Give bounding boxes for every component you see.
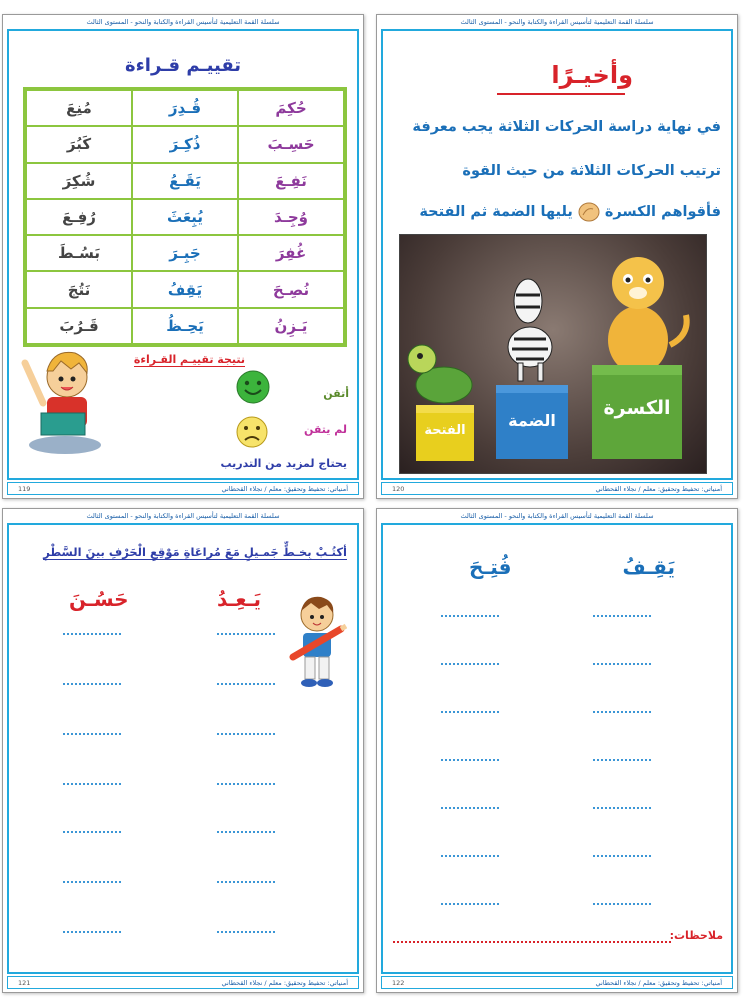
turtle-icon — [408, 345, 472, 403]
table-cell: قَـرُبَ — [26, 308, 132, 344]
notes-label: ملاحظات: — [669, 929, 723, 942]
writing-line[interactable] — [441, 903, 499, 905]
writing-line[interactable] — [217, 783, 275, 785]
writing-line[interactable] — [593, 711, 651, 713]
writing-line[interactable] — [593, 903, 651, 905]
writing-line[interactable] — [217, 881, 275, 883]
table-cell: يَـزِنُ — [238, 308, 344, 344]
writing-line[interactable] — [593, 855, 651, 857]
writing-line[interactable] — [441, 663, 499, 665]
text-line-2: ترتيب الحركات الثلاثة من حيث القوة — [462, 163, 721, 179]
page-119 — [2, 14, 364, 499]
table-cell: يَقَـعُ — [132, 163, 238, 199]
child-pencil-icon — [289, 591, 347, 691]
series-header: سلسلة القمة التعليمية لتأسيس القراءة والكتابة والنحو - المستوى الثالث — [86, 512, 280, 520]
writing-line[interactable] — [593, 615, 651, 617]
vowels-strength-illustration — [399, 234, 707, 474]
writing-line[interactable] — [441, 615, 499, 617]
page-title: وأخيـرًا — [551, 61, 633, 89]
table-cell: حَسِـبَ — [238, 126, 344, 162]
table-cell: جَبِـرَ — [132, 235, 238, 271]
writing-line[interactable] — [441, 807, 499, 809]
writing-line[interactable] — [217, 733, 275, 735]
writing-line[interactable] — [593, 759, 651, 761]
text-line-1: في نهاية دراسة الحركات الثلاثة يجب معرفة — [412, 119, 721, 135]
page-footer — [7, 976, 359, 989]
writing-line[interactable] — [441, 855, 499, 857]
practice-word-left: فُتِـحَ — [469, 555, 512, 579]
writing-line[interactable] — [217, 931, 275, 933]
writing-line[interactable] — [63, 931, 121, 933]
result-title: نتيجة تقييـم القـراءة — [133, 353, 245, 366]
writing-line[interactable] — [593, 663, 651, 665]
table-cell: غُفِرَ — [238, 235, 344, 271]
writing-line[interactable] — [63, 633, 121, 635]
page-footer — [381, 976, 733, 989]
writing-line[interactable] — [63, 733, 121, 735]
table-cell: نَتُجَ — [26, 271, 132, 307]
mastered-label: أتقن — [323, 387, 349, 400]
page-number: 120 — [392, 484, 405, 493]
writing-line[interactable] — [63, 881, 121, 883]
needs-practice-label: يحتاج لمزيد من التدريب — [220, 457, 347, 470]
table-cell: نُصِـحَ — [238, 271, 344, 307]
footer-credit: أمنياتي: تحفيظ وتحقيق: معلم / نجلاء القحطاني — [221, 978, 348, 987]
table-cell: يُبِعَثَ — [132, 199, 238, 235]
writing-line[interactable] — [593, 807, 651, 809]
series-header: سلسلة القمة التعليمية لتأسيس القراءة والكتابة والنحو - المستوى الثالث — [460, 512, 654, 520]
reading-table — [23, 87, 347, 347]
page-121 — [2, 508, 364, 993]
sad-face-icon — [235, 415, 269, 449]
table-cell: بَسُـطَ — [26, 235, 132, 271]
writing-line[interactable] — [217, 683, 275, 685]
tiger-icon — [608, 257, 687, 374]
notes-line — [393, 941, 671, 943]
practice-word-right: يَقِـفُ — [622, 555, 675, 579]
footer-credit: أمنياتي: تحفيظ وتحقيق: معلم / نجلاء القحطاني — [595, 484, 722, 493]
page-number: 119 — [18, 484, 31, 493]
page-frame — [381, 29, 733, 480]
page-footer — [381, 482, 733, 495]
writing-line[interactable] — [63, 831, 121, 833]
page-footer — [7, 482, 359, 495]
page-title: تقييـم قـراءة — [124, 55, 242, 76]
writing-line[interactable] — [217, 831, 275, 833]
kasra-label: الكسرة — [603, 397, 671, 419]
table-cell: شُكِرَ — [26, 163, 132, 199]
table-cell: نَفِـعَ — [238, 163, 344, 199]
writing-line[interactable] — [441, 759, 499, 761]
notes-row — [393, 929, 723, 947]
footer-credit: أمنياتي: تحفيظ وتحقيق: معلم / نجلاء القحطاني — [221, 484, 348, 493]
zebra-icon — [508, 279, 552, 381]
page-120 — [376, 14, 738, 499]
page-frame — [7, 29, 359, 480]
series-header: سلسلة القمة التعليمية لتأسيس القراءة والكتابة والنحو - المستوى الثالث — [86, 18, 280, 26]
writing-line[interactable] — [63, 683, 121, 685]
practice-word-right: يَـعِـدُ — [217, 587, 262, 611]
practice-word-left: حَسُـنَ — [69, 587, 129, 611]
page-frame — [7, 523, 359, 974]
table-cell: وُجِـدَ — [238, 199, 344, 235]
table-cell: قُـدِرَ — [132, 90, 238, 126]
fatha-label: الفتحة — [424, 423, 466, 438]
table-cell: يَحِـظُ — [132, 308, 238, 344]
flexed-arm-icon — [577, 201, 601, 223]
text-line-3-part-b: يليها الضمة ثم الفتحة — [419, 204, 573, 220]
page-number: 122 — [392, 978, 405, 987]
table-cell: ذُكِـرَ — [132, 126, 238, 162]
text-line-3-part-a: فأقواهم الكسرة — [604, 204, 721, 220]
table-cell: يَقِفُ — [132, 271, 238, 307]
table-cell: حُكِمَ — [238, 90, 344, 126]
writing-instruction: أكتُـبْ بِخـطٍّ جَمـيلٍ مَعَ مُراعَاةِ مَوْقِعِ الْحَرْفِ بينَ السَّطْرِ — [43, 545, 347, 559]
not-mastered-label: لم يتقن — [303, 423, 347, 436]
writing-line[interactable] — [441, 711, 499, 713]
page-number: 121 — [18, 978, 31, 987]
footer-credit: أمنياتي: تحفيظ وتحقيق: معلم / نجلاء القحطاني — [595, 978, 722, 987]
child-reading-icon — [17, 341, 105, 457]
text-line-3 — [419, 201, 721, 223]
page-122 — [376, 508, 738, 993]
writing-line[interactable] — [63, 783, 121, 785]
title-underline — [497, 93, 625, 95]
series-header: سلسلة القمة التعليمية لتأسيس القراءة والكتابة والنحو - المستوى الثالث — [460, 18, 654, 26]
writing-line[interactable] — [217, 633, 275, 635]
smile-face-icon — [235, 369, 271, 405]
damma-label: الضمة — [508, 411, 556, 430]
page-frame — [381, 523, 733, 974]
table-cell: مُنِعَ — [26, 90, 132, 126]
table-cell: كَبُرَ — [26, 126, 132, 162]
table-cell: رُفِـعَ — [26, 199, 132, 235]
